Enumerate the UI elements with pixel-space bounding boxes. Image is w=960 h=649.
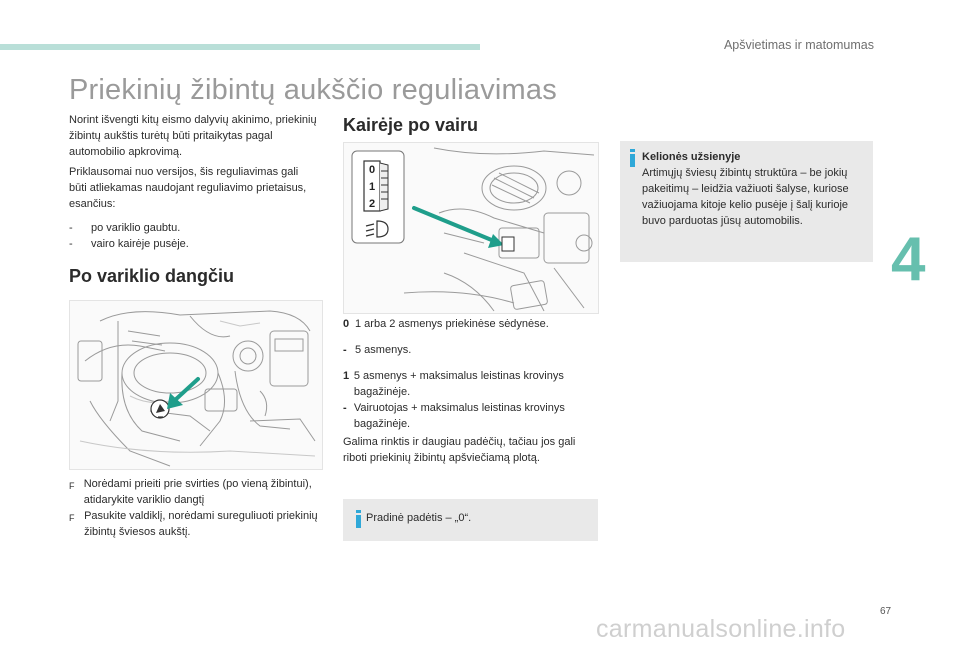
location-list [69, 220, 319, 252]
engine-bay-illustration [69, 300, 323, 470]
page-number: 67 [880, 606, 892, 617]
adjuster-knob [151, 400, 169, 418]
dashboard-illustration [343, 142, 599, 314]
position-legend [343, 316, 598, 432]
travel-abroad-note [620, 141, 873, 262]
intro-paragraph-2: Priklausomai nuo versijos, šis reguliavimas gali būti atliekamas naudojant reguliavimo prietaisus, esančius: [69, 166, 307, 210]
list-item: - po variklio gaubtu. [69, 222, 181, 234]
chapter-title: Apšvietimas ir matomumas [723, 38, 874, 52]
list-item: F Norėdami prieiti prie svirties (po vieną žibintui), atidarykite variklio dangtį [69, 478, 312, 506]
info-icon [354, 510, 364, 528]
dial-inset [352, 151, 404, 243]
initial-position-note [343, 499, 598, 541]
watermark: carmanualsonline.info [596, 615, 846, 643]
header-accent-bar [0, 44, 480, 50]
chapter-tab-number: 4 [891, 225, 926, 294]
section-heading-under-hood: Po variklio dangčiu [69, 266, 235, 286]
info-icon [628, 149, 638, 167]
dial-location-marker [502, 237, 514, 251]
engine-bay-drawing [70, 301, 322, 469]
section-heading-below-wheel: Kairėje po vairu [343, 115, 479, 135]
positions-info-paragraph: Galima rinktis ir daugiau padėčių, tačiau jos gali riboti priekinių žibintų apšviečiamą plotą. [343, 436, 576, 464]
dial-label-zero: 0 [368, 164, 376, 176]
legend-row: - Vairuotojas + maksimalus leistinas krovinys bagažinėje. [343, 402, 565, 430]
pointer-arrow [414, 208, 504, 248]
dashboard-drawing [344, 143, 598, 313]
legend-row: 0 1 arba 2 asmenys priekinėse sėdynėse. [343, 318, 549, 330]
legend-row: - 5 asmenys. [343, 344, 412, 356]
pointer-arrow [167, 379, 198, 409]
note-text: Pradinė padėtis – „0“. [366, 512, 472, 524]
note-title: Kelionės užsienyje [642, 151, 741, 163]
note-text: Artimųjų šviesų žibintų struktūra – be jokių pakeitimų – leidžia važiuoti šalyse, kuriose važiuojama kitoje kelio pusėje į šalį kurioje buvo parduotas jūsų automobilis. [642, 167, 849, 227]
list-item: F Pasukite valdiklį, norėdami sureguliuoti priekinių žibintų šviesos aukštį. [69, 510, 318, 538]
under-hood-steps [69, 476, 319, 540]
intro-paragraph: Norint išvengti kitų eismo dalyvių akinimo, priekinių žibintų aukštis turėtų būti pritaikytas pagal automobilio apkrovimą. [69, 114, 317, 158]
dial-label-one: 1 [368, 181, 376, 193]
dial-label-two: 2 [368, 198, 376, 210]
list-item: - vairo kairėje pusėje. [69, 238, 189, 250]
page-title: Priekinių žibintų aukščio reguliavimas [69, 74, 557, 106]
legend-row: 1 5 asmenys + maksimalus leistinas krovinys bagažinėje. [343, 370, 564, 398]
